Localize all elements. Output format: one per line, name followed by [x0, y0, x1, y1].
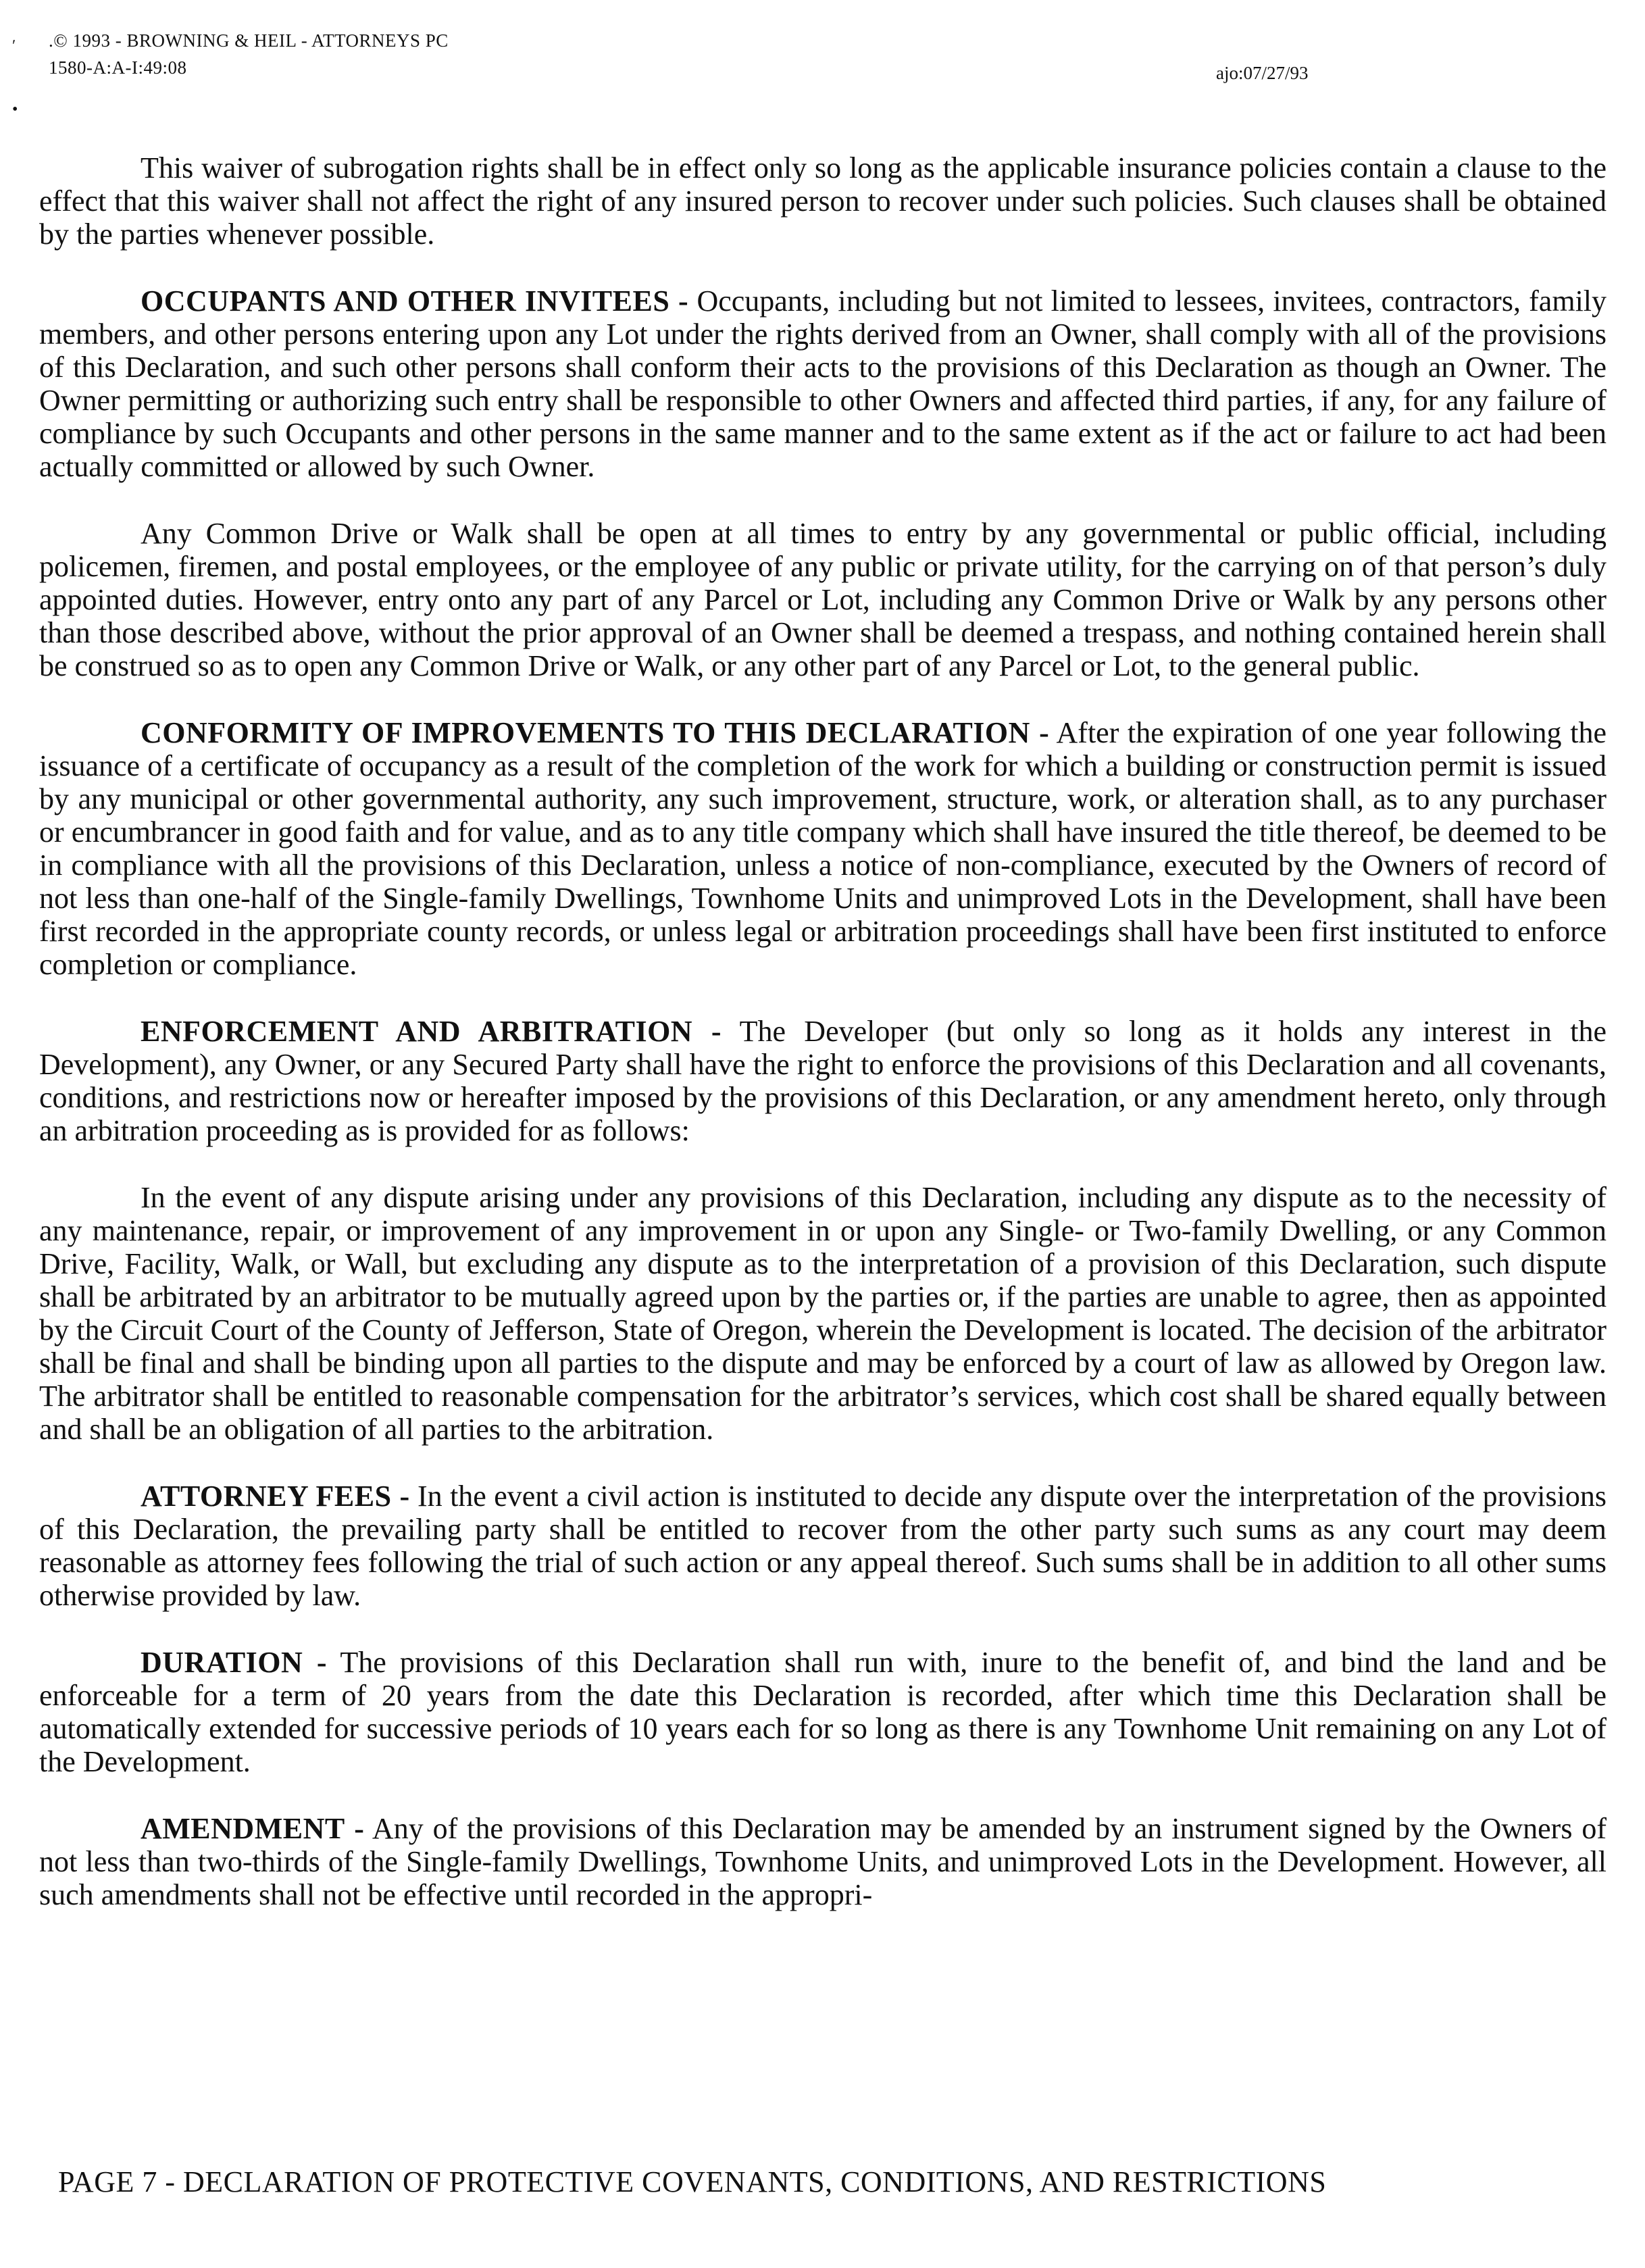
section-heading-attorney-fees: ATTORNEY FEES -	[141, 1480, 410, 1513]
section-heading-conformity: CONFORMITY OF IMPROVEMENTS TO THIS DECLARATION -	[141, 716, 1050, 749]
paragraph-subrogation-waiver	[39, 151, 1606, 251]
section-heading-amendment: AMENDMENT -	[141, 1812, 365, 1845]
paragraph-text: After the expiration of one year following the issuance of a certificate of occupancy as a result of the completion of the work for which a building or construction permit is issued by any municipal or other governmental authority, any such improvement, structure, work, or alteration shall, as to any purchaser or encumbrancer in good faith and for value, and as to any title company which shall have insured the title thereof, be deemed to be in compliance with all the provisions of this Declaration, unless a notice of non-compliance, executed by the Owners of record of not less than one-half of the Single-family Dwellings, Townhome Units and unimproved Lots in the Development, shall have been first recorded in the appropriate county records, or unless legal or arbitration proceedings shall have been first instituted to enforce completion or compliance.	[39, 716, 1606, 981]
document-body	[39, 151, 1606, 1945]
paragraph-text: This waiver of subrogation rights shall be in effect only so long as the applicable insurance policies contain a clause to the effect that this waiver shall not affect the right of any insured person to recover under such policies. Such clauses shall be obtained by the parties whenever possible.	[39, 151, 1606, 251]
paragraph-conformity	[39, 716, 1606, 981]
section-heading-occupants: OCCUPANTS AND OTHER INVITEES -	[141, 284, 689, 318]
paragraph-text: Occupants, including but not limited to lessees, invitees, contractors, family members, and other persons entering upon any Lot under the rights derived from an Owner, shall comply with all of the provisions of this Declaration, and such other persons shall conform their acts to the provisions of this Declaration as though an Owner. The Owner permitting or authorizing such entry shall be responsible to other Owners and affected third parties, if any, for any failure of compliance by such Occupants and other persons in the same manner and to the same extent as if the act or failure to act had been actually committed or allowed by such Owner.	[39, 284, 1607, 483]
section-heading-duration: DURATION -	[141, 1646, 328, 1679]
paragraph-attorney-fees	[39, 1480, 1606, 1612]
paragraph-text: Any of the provisions of this Declaration may be amended by an instrument signed by the Owners of not less than two-thirds of the Single-family Dwellings, Townhome Units, and unimproved Lots in the Development. However, all such amendments shall not be effective until recorded in the appropri-	[39, 1812, 1606, 1911]
page-header	[49, 27, 449, 81]
copyright-line: .© 1993 - BROWNING & HEIL - ATTORNEYS PC	[49, 30, 449, 51]
paragraph-amendment	[39, 1812, 1606, 1911]
page-footer: PAGE 7 - DECLARATION OF PROTECTIVE COVENANTS, CONDITIONS, AND RESTRICTIONS	[58, 2165, 1327, 2198]
file-code: 1580-A:A-I:49:08	[49, 57, 187, 78]
paragraph-enforcement	[39, 1015, 1606, 1147]
paragraph-duration	[39, 1646, 1606, 1778]
paragraph-text: In the event of any dispute arising under any provisions of this Declaration, including any dispute as to the necessity of any maintenance, repair, or improvement of any improvement in or upon any Single- or Two-family Dwelling, or any Common Drive, Facility, Walk, or Wall, but excluding any dispute as to the interpretation of a provision of this Declaration, such dispute shall be arbitrated by an arbitrator to be mutually agreed upon by the parties or, if the parties are unable to agree, then as appointed by the Circuit Court of the County of Jefferson, State of Oregon, wherein the Development is located. The decision of the arbitrator shall be final and shall be binding upon all parties to the dispute and may be enforced by a court of law as allowed by Oregon law. The arbitrator shall be entitled to reasonable compensation for the arbitrator’s services, which cost shall be shared equally between and shall be an obligation of all parties to the arbitration.	[39, 1181, 1606, 1446]
paragraph-text: Any Common Drive or Walk shall be open at all times to entry by any governmental or public official, including policemen, firemen, and postal employees, or the employee of any public or private utility, for the carrying on of that person’s duly appointed duties. However, entry onto any part of any Parcel or Lot, including any Common Drive or Walk by any persons other than those described above, without the prior approval of an Owner shall be deemed a trespass, and nothing contained herein shall be construed so as to open any Common Drive or Walk, or any other part of any Parcel or Lot, to the general public.	[39, 517, 1606, 682]
paragraph-occupants	[39, 284, 1606, 483]
paragraph-dispute	[39, 1181, 1606, 1446]
scan-dot-icon: •	[12, 101, 18, 118]
paragraph-text: The provisions of this Declaration shall run with, inure to the benefit of, and bind the land and be enforceable for a term of 20 years from the date this Declaration is recorded, after which time this Declaration shall be automatically extended for successive periods of 10 years each for so long as there is any Townhome Unit remaining on any Lot of the Development.	[39, 1646, 1606, 1778]
paragraph-text: In the event a civil action is instituted to decide any dispute over the interpretation of the provisions of this Declaration, the prevailing party shall be entitled to recover from the other party such sums as any court may deem reasonable as attorney fees following the trial of such action or any appeal thereof. Such sums shall be in addition to all other sums otherwise provided by law.	[39, 1480, 1606, 1612]
section-heading-enforcement: ENFORCEMENT AND ARBITRATION -	[141, 1015, 722, 1048]
document-code: ajo:07/27/93	[1216, 63, 1309, 83]
paragraph-text: The Developer (but only so long as it holds any interest in the Development), any Owner, or any Secured Party shall have the right to enforce the provisions of this Declaration and all covenants, conditions, and restrictions now or hereafter imposed by the provisions of this Declaration, or any amendment hereto, only through an arbitration proceeding as is provided for as follows:	[39, 1015, 1606, 1147]
scan-mark-icon: ʹ	[12, 37, 16, 55]
paragraph-common-drive	[39, 517, 1606, 682]
